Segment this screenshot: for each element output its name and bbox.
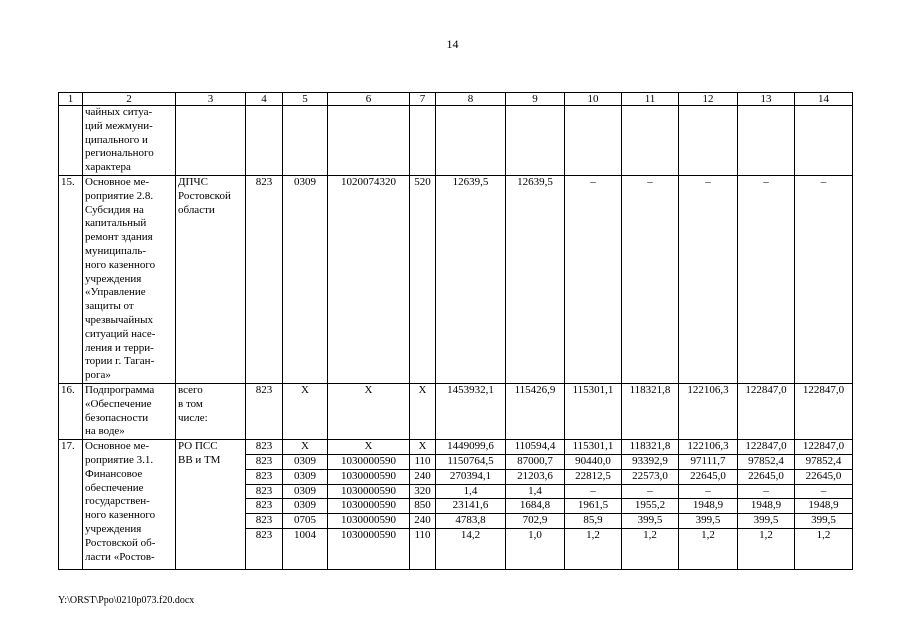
value-cell: 12639,5 bbox=[506, 175, 565, 383]
value-cell: 115426,9 bbox=[506, 383, 565, 439]
value-cell: 110 bbox=[410, 454, 436, 469]
value-cell: 823 bbox=[246, 484, 283, 499]
value-cell: – bbox=[565, 484, 622, 499]
value-cell: 122106,3 bbox=[679, 383, 738, 439]
value-cell: 823 bbox=[246, 528, 283, 569]
header-cell: 8 bbox=[436, 93, 506, 106]
value-cell: 1,2 bbox=[738, 528, 795, 569]
value-cell: 823 bbox=[246, 175, 283, 383]
header-cell: 9 bbox=[506, 93, 565, 106]
value-cell: 1030000590 bbox=[328, 454, 410, 469]
value-cell: 118321,8 bbox=[622, 440, 679, 455]
value-cell: – bbox=[565, 175, 622, 383]
header-cell: 10 bbox=[565, 93, 622, 106]
value-cell: 14,2 bbox=[436, 528, 506, 569]
header-cell: 1 bbox=[59, 93, 83, 106]
value-cell: 22645,0 bbox=[738, 469, 795, 484]
value-cell: 1,0 bbox=[506, 528, 565, 569]
value-cell: 520 bbox=[410, 175, 436, 383]
header-cell: 5 bbox=[283, 93, 328, 106]
value-cell: 0309 bbox=[283, 484, 328, 499]
value-cell: Х bbox=[410, 440, 436, 455]
value-cell: 399,5 bbox=[795, 514, 853, 529]
value-cell: 1150764,5 bbox=[436, 454, 506, 469]
value-cell: 122847,0 bbox=[795, 440, 853, 455]
value-cell: Х bbox=[328, 440, 410, 455]
value-cell: 0309 bbox=[283, 469, 328, 484]
value-cell: – bbox=[795, 175, 853, 383]
row-number: 15. bbox=[59, 175, 83, 383]
value-cell: 1453932,1 bbox=[436, 383, 506, 439]
value-cell: 823 bbox=[246, 469, 283, 484]
header-cell: 13 bbox=[738, 93, 795, 106]
row-number: 16. bbox=[59, 383, 83, 439]
value-cell: 1,4 bbox=[506, 484, 565, 499]
value-cell: 240 bbox=[410, 469, 436, 484]
value-cell: 22645,0 bbox=[795, 469, 853, 484]
value-cell: Х bbox=[410, 383, 436, 439]
value-cell: 823 bbox=[246, 454, 283, 469]
table-row-continuation bbox=[59, 106, 853, 176]
value-cell: 122847,0 bbox=[738, 440, 795, 455]
value-cell: 22645,0 bbox=[679, 469, 738, 484]
value-cell: 97852,4 bbox=[738, 454, 795, 469]
value-cell: – bbox=[795, 484, 853, 499]
value-cell: 110594,4 bbox=[506, 440, 565, 455]
value-cell: 1948,9 bbox=[738, 499, 795, 514]
value-cell: – bbox=[738, 175, 795, 383]
executor-cell: РО ПСС ВВ и ТМ bbox=[176, 440, 246, 570]
header-cell: 14 bbox=[795, 93, 853, 106]
value-cell: 399,5 bbox=[622, 514, 679, 529]
value-cell: 320 bbox=[410, 484, 436, 499]
value-cell: 115301,1 bbox=[565, 440, 622, 455]
value-cell: 1684,8 bbox=[506, 499, 565, 514]
value-cell: 1020074320 bbox=[328, 175, 410, 383]
header-cell: 7 bbox=[410, 93, 436, 106]
row-number: 17. bbox=[59, 440, 83, 570]
measure-name-cell: Основное ме- роприятие 2.8. Субсидия на капитальный ремонт здания муниципаль- ного казенного учреждения «Управление защиты от чрезвычайных ситуаций насе- ления и терри- тории г. Таган- рога» bbox=[83, 175, 176, 383]
value-cell: 110 bbox=[410, 528, 436, 569]
value-cell: 702,9 bbox=[506, 514, 565, 529]
value-cell: 93392,9 bbox=[622, 454, 679, 469]
value-cell: 90440,0 bbox=[565, 454, 622, 469]
value-cell: 122847,0 bbox=[738, 383, 795, 439]
value-cell: 1030000590 bbox=[328, 484, 410, 499]
value-cell: 1948,9 bbox=[795, 499, 853, 514]
value-cell: 1,2 bbox=[795, 528, 853, 569]
value-cell: 4783,8 bbox=[436, 514, 506, 529]
value-cell: 97852,4 bbox=[795, 454, 853, 469]
executor-cell: всего в том числе: bbox=[176, 383, 246, 439]
value-cell: 122847,0 bbox=[795, 383, 853, 439]
value-cell: 1,2 bbox=[565, 528, 622, 569]
value-cell: 1449099,6 bbox=[436, 440, 506, 455]
table-row-17-line bbox=[59, 440, 853, 455]
value-cell: Х bbox=[283, 383, 328, 439]
table-row-15 bbox=[59, 175, 853, 383]
value-cell: 97111,7 bbox=[679, 454, 738, 469]
header-cell: 2 bbox=[83, 93, 176, 106]
value-cell: – bbox=[738, 484, 795, 499]
header-cell: 12 bbox=[679, 93, 738, 106]
value-cell: 0309 bbox=[283, 175, 328, 383]
measure-name-cell: Подпрограмма «Обеспечение безопасности на воде» bbox=[83, 383, 176, 439]
value-cell: 0309 bbox=[283, 499, 328, 514]
header-row bbox=[59, 93, 853, 106]
value-cell: Х bbox=[283, 440, 328, 455]
value-cell: 240 bbox=[410, 514, 436, 529]
value-cell: Х bbox=[328, 383, 410, 439]
header-cell: 4 bbox=[246, 93, 283, 106]
value-cell: 1961,5 bbox=[565, 499, 622, 514]
value-cell: – bbox=[679, 484, 738, 499]
value-cell: 270394,1 bbox=[436, 469, 506, 484]
value-cell: – bbox=[622, 175, 679, 383]
value-cell: 1,2 bbox=[622, 528, 679, 569]
value-cell: 22573,0 bbox=[622, 469, 679, 484]
value-cell: 87000,7 bbox=[506, 454, 565, 469]
page-number: 14 bbox=[446, 37, 459, 51]
value-cell: 1955,2 bbox=[622, 499, 679, 514]
value-cell: 399,5 bbox=[738, 514, 795, 529]
value-cell: 85,9 bbox=[565, 514, 622, 529]
header-cell: 6 bbox=[328, 93, 410, 106]
measure-name-cell: чайных ситуа- ций межмуни- ципального и регионального характера bbox=[83, 106, 176, 176]
value-cell: 23141,6 bbox=[436, 499, 506, 514]
value-cell: 12639,5 bbox=[436, 175, 506, 383]
table-row-16 bbox=[59, 383, 853, 439]
value-cell: 823 bbox=[246, 499, 283, 514]
value-cell: 1030000590 bbox=[328, 499, 410, 514]
value-cell: 850 bbox=[410, 499, 436, 514]
value-cell: 1,2 bbox=[679, 528, 738, 569]
value-cell: 21203,6 bbox=[506, 469, 565, 484]
header-cell: 11 bbox=[622, 93, 679, 106]
measure-name-cell: Основное ме- роприятие 3.1. Финансовое обеспечение государствен- ного казенного учреждения Ростовской об- ласти «Ростов- bbox=[83, 440, 176, 570]
value-cell: – bbox=[679, 175, 738, 383]
value-cell: 1948,9 bbox=[679, 499, 738, 514]
value-cell: 0705 bbox=[283, 514, 328, 529]
value-cell: 115301,1 bbox=[565, 383, 622, 439]
value-cell: 118321,8 bbox=[622, 383, 679, 439]
executor-cell: ДПЧС Ростовской области bbox=[176, 175, 246, 383]
value-cell: 823 bbox=[246, 383, 283, 439]
header-cell: 3 bbox=[176, 93, 246, 106]
value-cell: 0309 bbox=[283, 454, 328, 469]
value-cell: 1004 bbox=[283, 528, 328, 569]
value-cell: 1030000590 bbox=[328, 469, 410, 484]
value-cell: 823 bbox=[246, 440, 283, 455]
value-cell: – bbox=[622, 484, 679, 499]
value-cell: 1,4 bbox=[436, 484, 506, 499]
file-path-footer: Y:\ORST\Ppo\0210p073.f20.docx bbox=[58, 595, 195, 606]
value-cell: 399,5 bbox=[679, 514, 738, 529]
value-cell: 22812,5 bbox=[565, 469, 622, 484]
budget-table bbox=[58, 92, 853, 570]
value-cell: 122106,3 bbox=[679, 440, 738, 455]
value-cell: 1030000590 bbox=[328, 514, 410, 529]
value-cell: 823 bbox=[246, 514, 283, 529]
value-cell: 1030000590 bbox=[328, 528, 410, 569]
